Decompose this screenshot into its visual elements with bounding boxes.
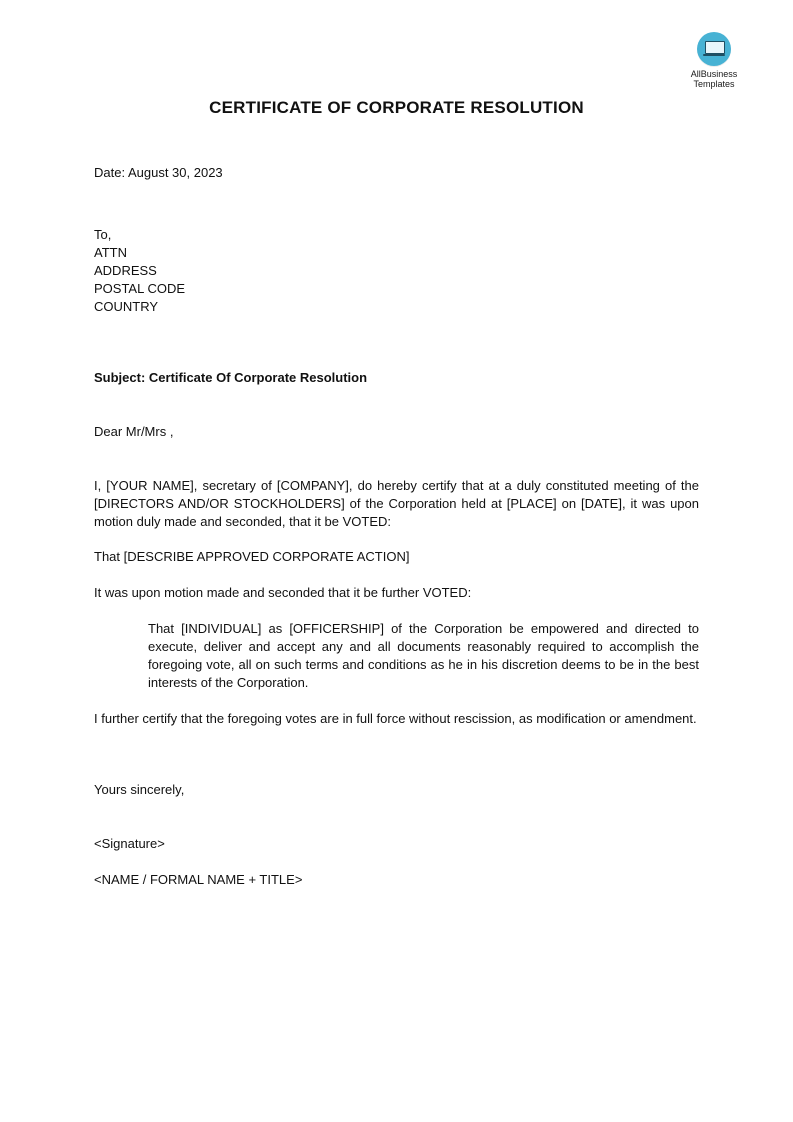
salutation [94, 423, 173, 441]
salutation-text: Dear Mr/Mrs , [94, 424, 174, 439]
logo-text-line2: Templates [693, 79, 735, 89]
body-paragraph-1: I, [YOUR NAME], secretary of [COMPANY], do hereby certify that at a duly constituted meeting of the [DIRECTORS AND/OR STOCKHOLDERS] of the Corporation held at [PLACE] on [DATE], it was upon motion duly made and seconded, that it be VOTED: [94, 478, 699, 529]
address-country: COUNTRY [94, 299, 159, 314]
date-line: Date: August 30, 2023 [94, 165, 223, 180]
body-paragraph-3: It was upon motion made and seconded that it be further VOTED: [94, 585, 472, 600]
laptop-icon [697, 32, 731, 66]
address-attn: ATTN [94, 245, 127, 260]
body-paragraph-5: I further certify that the foregoing votes are in full force without rescission, as modification or amendment. [94, 711, 697, 726]
address-to: To, [94, 227, 112, 242]
address-line: ADDRESS [94, 263, 157, 278]
body-paragraph-4-indented: That [INDIVIDUAL] as [OFFICERSHIP] of the Corporation be empowered and directed to execute, deliver and accept any and all documents reasonably required to accomplish the foregoing vote, all on such terms and conditions as he in his discretion deems to be in the best interests of the Corporation. [148, 621, 699, 690]
name-title-placeholder: <NAME / FORMAL NAME + TITLE> [94, 872, 303, 887]
body-paragraph-2: That [DESCRIBE APPROVED CORPORATE ACTION] [94, 549, 410, 564]
logo-text-line1: AllBusiness [690, 69, 738, 79]
subject-line: Subject: Certificate Of Corporate Resolution [94, 370, 368, 385]
signature-placeholder: <Signature> [94, 836, 165, 851]
company-logo [682, 32, 746, 89]
address-postal-code: POSTAL CODE [94, 281, 186, 296]
document-title: CERTIFICATE OF CORPORATE RESOLUTION [209, 98, 584, 117]
closing-line: Yours sincerely, [94, 782, 185, 797]
